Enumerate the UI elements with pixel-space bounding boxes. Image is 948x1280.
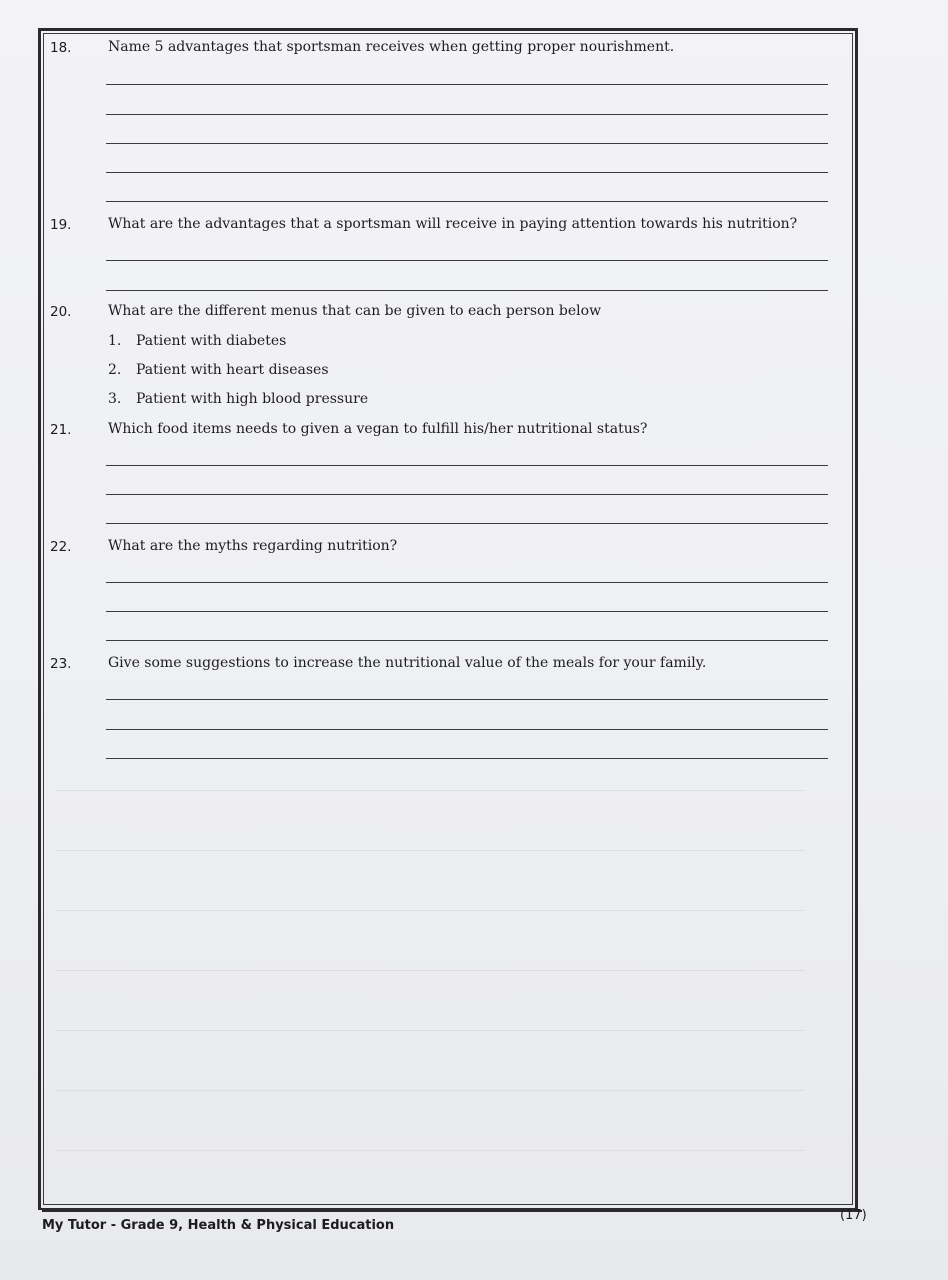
question-20-text: What are the different menus that can be given to each person below	[108, 303, 602, 319]
answer-line[interactable]	[106, 523, 828, 524]
list-item-number: 3.	[108, 391, 122, 407]
answer-line[interactable]	[106, 114, 828, 115]
answer-line[interactable]	[106, 143, 828, 144]
answer-line[interactable]	[106, 699, 828, 700]
question-22-text: What are the myths regarding nutrition?	[108, 538, 398, 554]
answer-line[interactable]	[106, 84, 828, 85]
list-item	[108, 362, 329, 378]
list-item-text: Patient with diabetes	[136, 333, 287, 349]
answer-line[interactable]	[106, 729, 828, 730]
list-item-text: Patient with heart diseases	[136, 362, 329, 378]
question-20-number: 20.	[50, 304, 72, 320]
question-23-text: Give some suggestions to increase the nutritional value of the meals for your family.	[108, 655, 707, 671]
question-18-text: Name 5 advantages that sportsman receives when getting proper nourishment.	[108, 39, 675, 55]
footer-title: My Tutor - Grade 9, Health & Physical Education	[42, 1218, 395, 1233]
question-21-text: Which food items needs to given a vegan to fulfill his/her nutritional status?	[108, 421, 648, 437]
question-22-number: 22.	[50, 539, 72, 555]
answer-line[interactable]	[106, 201, 828, 202]
list-item-text: Patient with high blood pressure	[136, 391, 369, 407]
question-18-number: 18.	[50, 40, 72, 56]
question-19-text: What are the advantages that a sportsman will receive in paying attention towards his nutrition?	[108, 216, 798, 232]
answer-line[interactable]	[106, 611, 828, 612]
answer-line[interactable]	[106, 758, 828, 759]
answer-line[interactable]	[106, 290, 828, 291]
question-21-number: 21.	[50, 422, 72, 438]
list-item	[108, 333, 286, 349]
answer-line[interactable]	[106, 465, 828, 466]
page-number: (17)	[840, 1208, 867, 1223]
question-23-number: 23.	[50, 656, 72, 672]
question-19-number: 19.	[50, 217, 72, 233]
answer-line[interactable]	[106, 494, 828, 495]
answer-line[interactable]	[106, 640, 828, 641]
list-item-number: 1.	[108, 333, 122, 349]
footer-rule	[42, 1210, 862, 1212]
inner-border	[43, 33, 853, 1205]
answer-line[interactable]	[106, 582, 828, 583]
answer-line[interactable]	[106, 260, 828, 261]
list-item	[108, 391, 368, 407]
answer-line[interactable]	[106, 172, 828, 173]
list-item-number: 2.	[108, 362, 122, 378]
